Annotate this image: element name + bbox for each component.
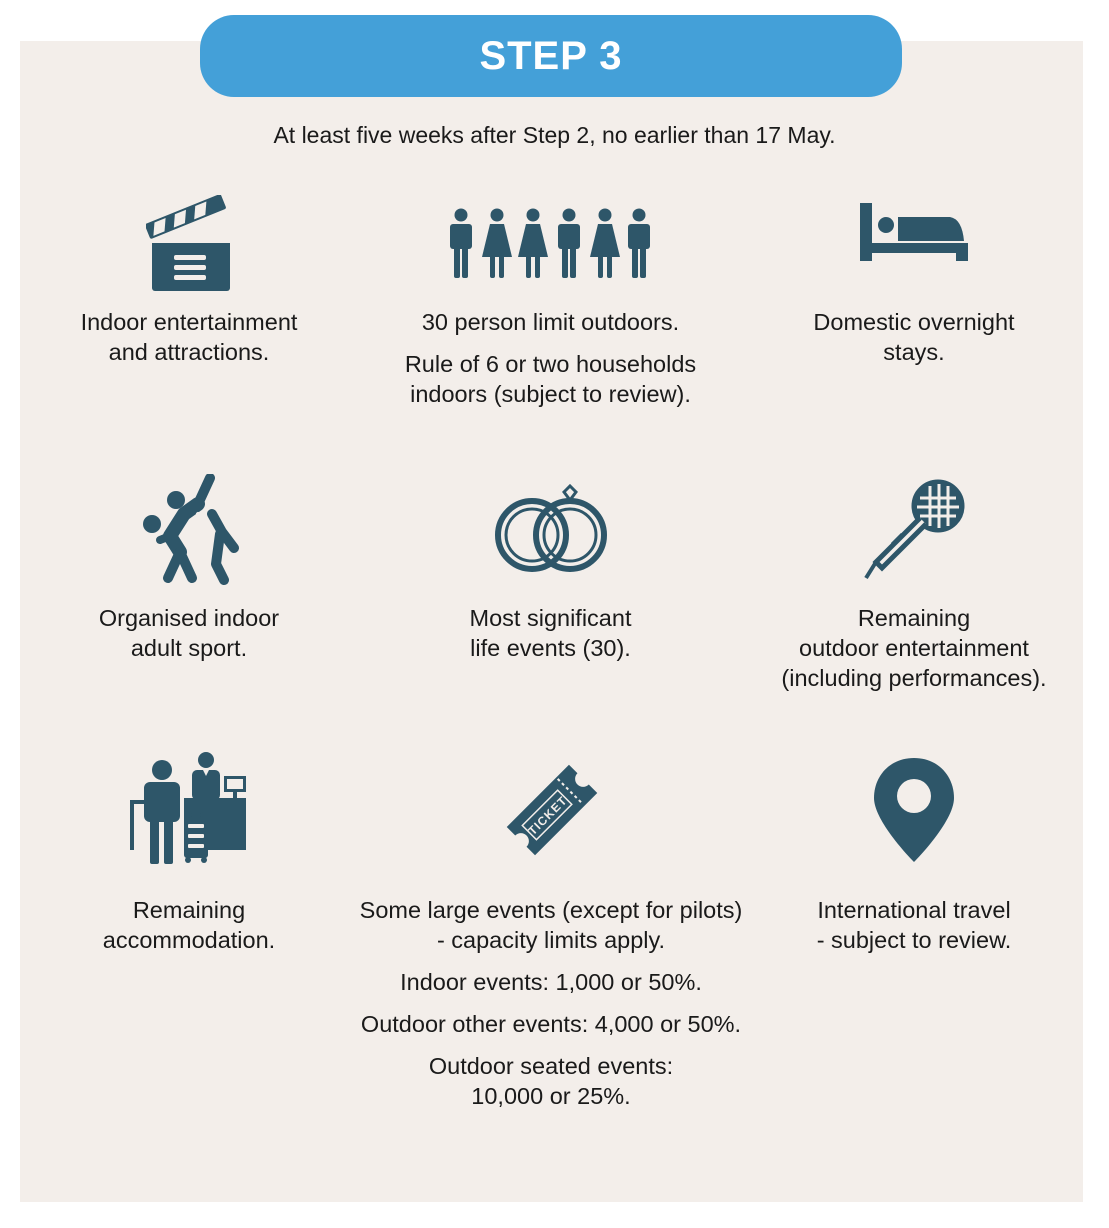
sport-icon	[140, 474, 240, 586]
bed-icon	[858, 201, 970, 263]
item-line: Remaining	[857, 605, 971, 631]
item-line: indoors (subject to review).	[410, 381, 691, 407]
item-large-events	[340, 895, 762, 1111]
ticket-label: TICKET	[525, 793, 571, 839]
item-line: adult sport.	[130, 635, 248, 661]
item-line: outdoor entertainment	[799, 635, 1029, 661]
item-adult-sport	[40, 603, 338, 663]
item-line: 30 person limit outdoors.	[421, 309, 680, 335]
item-line: Rule of 6 or two households	[404, 351, 697, 377]
step-banner	[200, 15, 902, 97]
item-line: and attractions.	[108, 339, 270, 365]
item-line: Indoor entertainment	[80, 309, 298, 335]
item-line: accommodation.	[102, 927, 276, 953]
item-line: Most significant	[469, 605, 632, 631]
item-line: Remaining	[132, 897, 246, 923]
item-line: stays.	[883, 339, 945, 365]
ticket-icon	[496, 754, 608, 866]
item-line: International travel	[817, 897, 1011, 923]
item-line: life events (30).	[470, 635, 631, 661]
item-outdoor-entertainment	[762, 603, 1066, 693]
item-gatherings	[372, 307, 729, 409]
item-line: Some large events (except for pilots)	[359, 897, 743, 923]
item-international-travel	[770, 895, 1058, 955]
location-pin-icon	[872, 756, 956, 864]
hotel-reception-icon	[128, 750, 250, 866]
item-line: Domestic overnight	[813, 309, 1015, 335]
item-accommodation	[40, 895, 338, 955]
banner-title: STEP 3	[479, 33, 623, 78]
item-line: - capacity limits apply.	[436, 927, 666, 953]
item-line: Indoor events: 1,000 or 50%.	[400, 969, 702, 995]
item-line: Outdoor seated events:	[428, 1053, 674, 1079]
wedding-rings-icon	[492, 484, 610, 576]
clapperboard-icon	[146, 195, 236, 295]
item-overnight-stays	[770, 307, 1058, 367]
item-indoor-entertainment	[40, 307, 338, 367]
item-line: (including performances).	[781, 665, 1047, 691]
item-line: 10,000 or 25%.	[471, 1083, 631, 1109]
item-line: Organised indoor	[98, 605, 280, 631]
item-life-events	[402, 603, 699, 663]
six-people-icon	[446, 207, 654, 279]
subtitle: At least five weeks after Step 2, no earlier than 17 May.	[273, 122, 836, 148]
microphone-icon	[862, 478, 968, 582]
item-line: Outdoor other events: 4,000 or 50%.	[360, 1011, 742, 1037]
item-line: - subject to review.	[816, 927, 1012, 953]
